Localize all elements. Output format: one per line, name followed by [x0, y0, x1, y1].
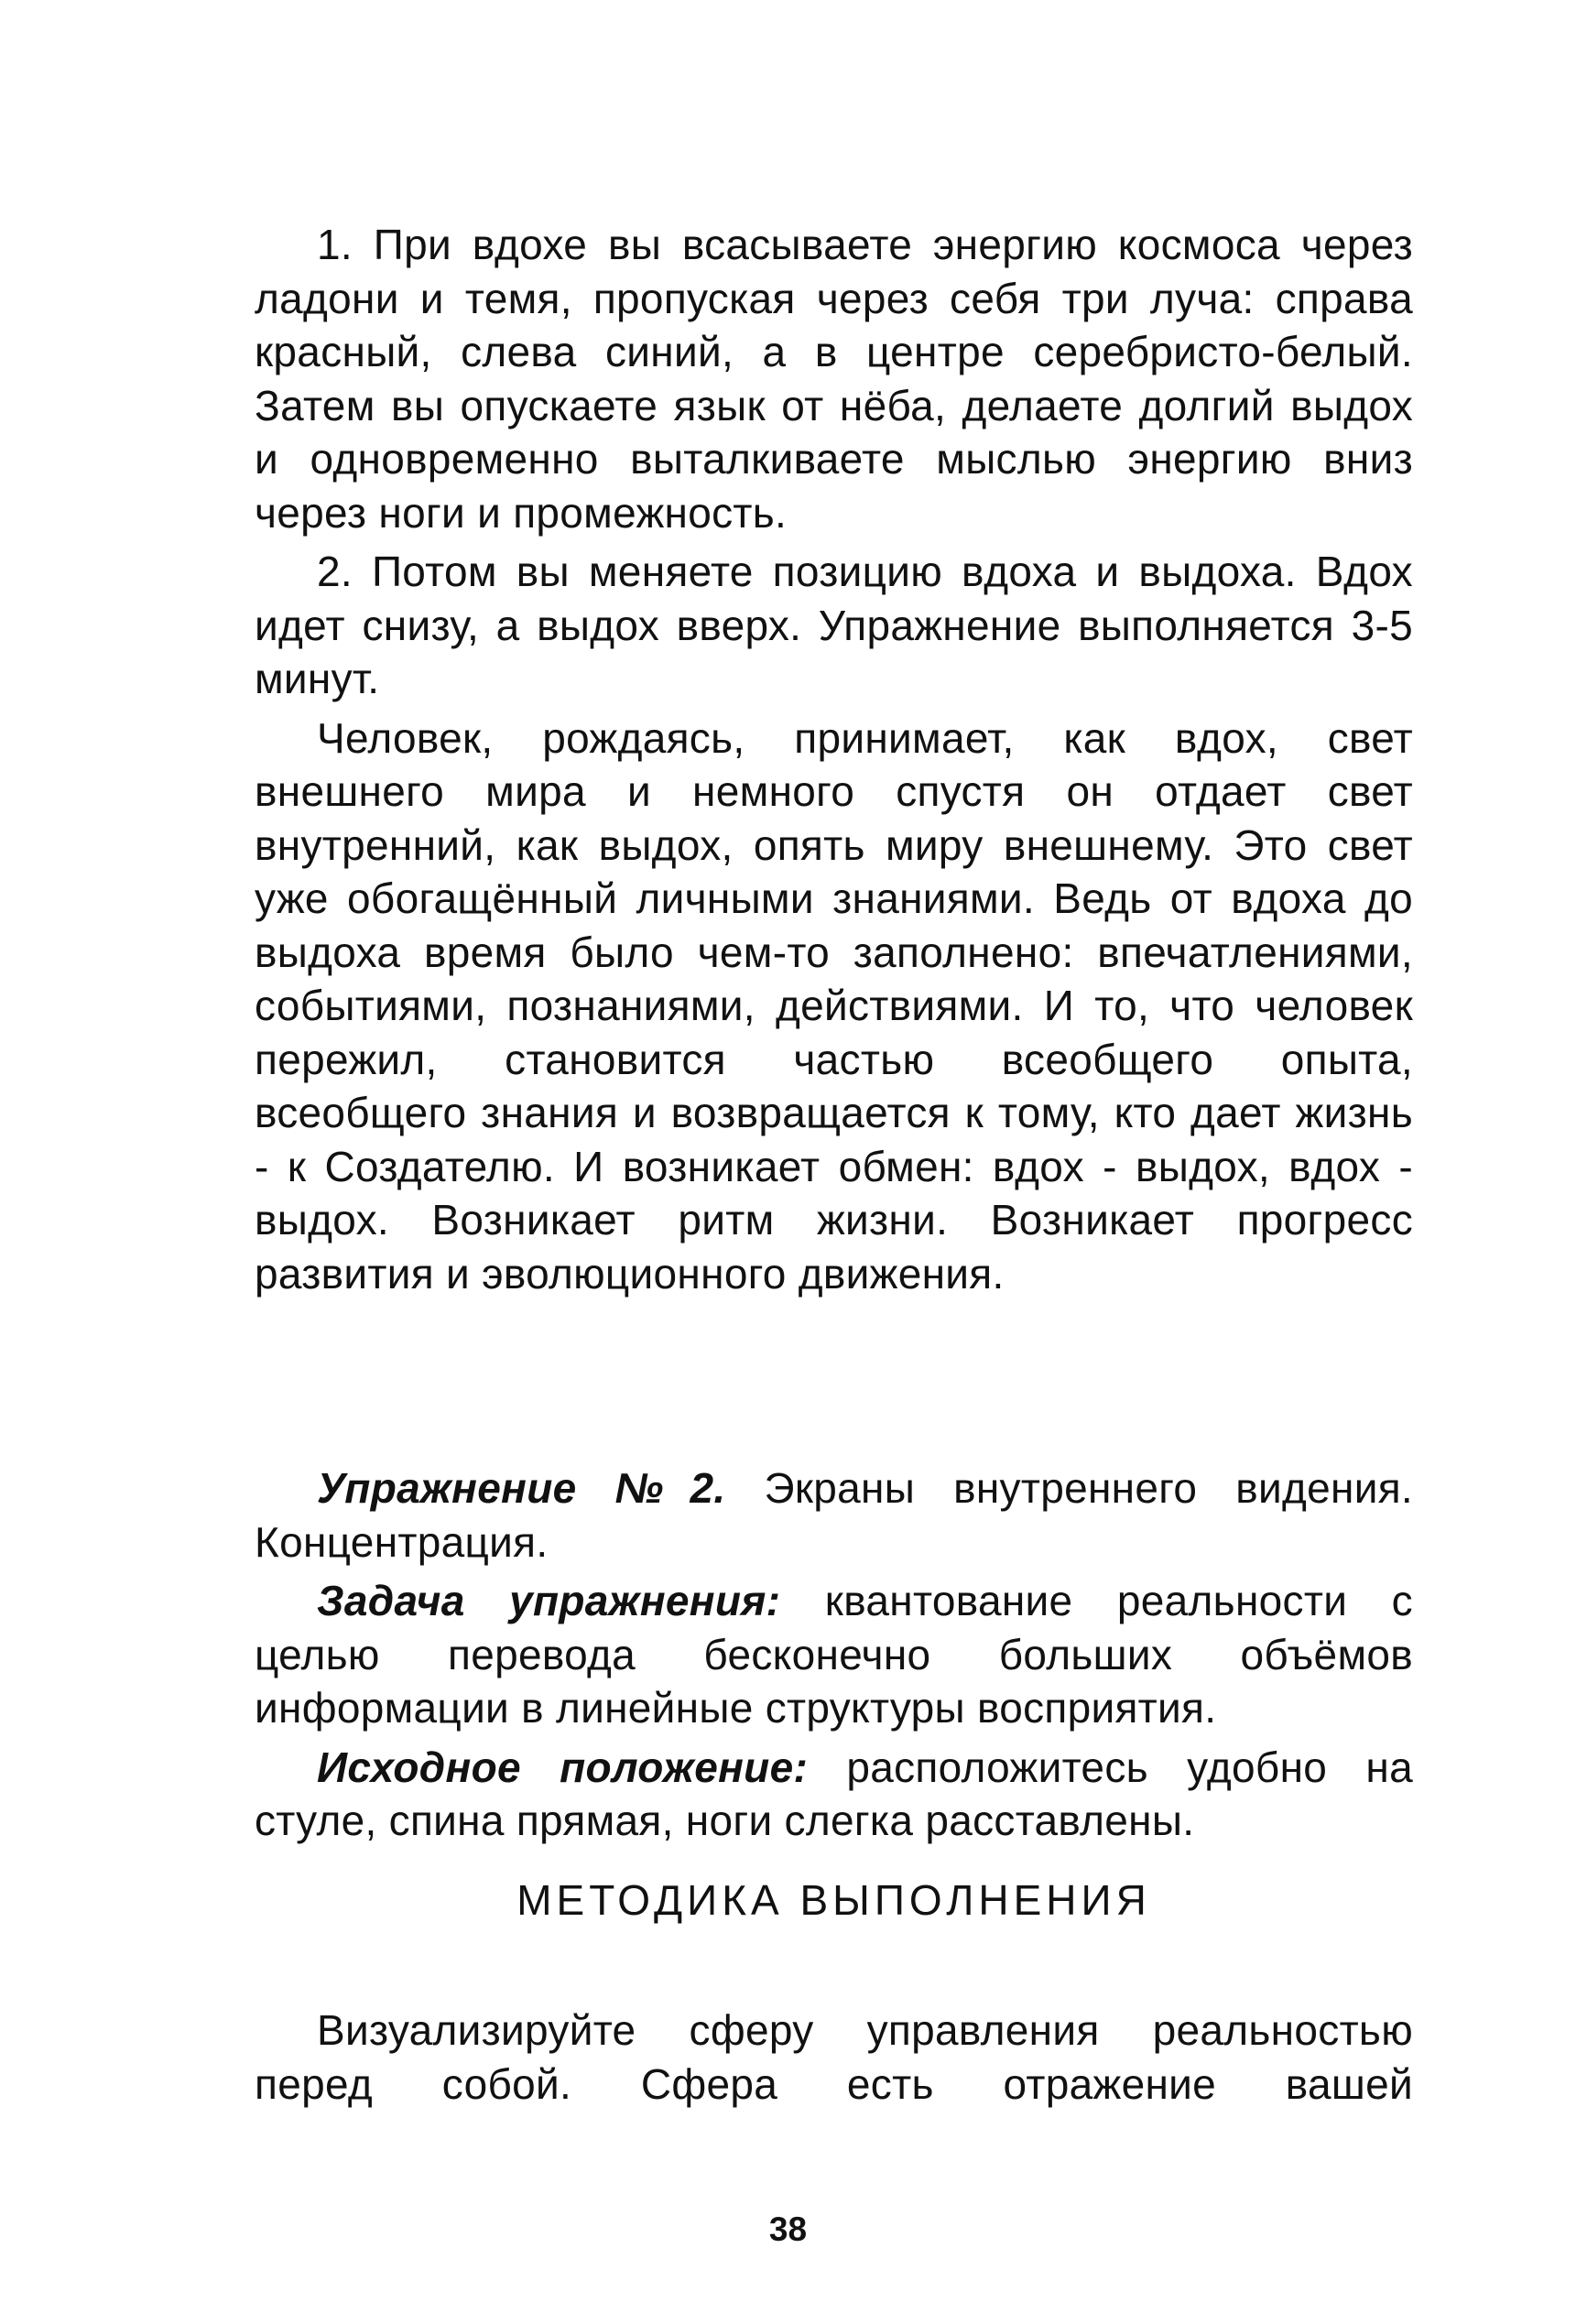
exercise-position-text: расположитесь удобно на стуле, спина прямая, ноги слегка расставлены.	[255, 1743, 1413, 1844]
method-heading: МЕТОДИКА ВЫПОЛНЕНИЯ	[516, 1876, 1151, 1924]
exercise-title-text: Экраны внутреннего видения. Концентрация.	[255, 1464, 1413, 1566]
method-paragraph: Визуализируйте сферу управления реальностью перед собой. Сфера есть отражение вашей	[255, 2006, 1413, 2108]
paragraph-inhale-step-2: 2. Потом вы меняете позицию вдоха и выдоха. Вдох идет снизу, а выдох вверх. Упражнение выполняется 3-5 минут.	[255, 548, 1413, 702]
exercise-task-text: квантование реальности с целью перевода бесконечно больших объёмов информации в линейные структуры восприятия.	[255, 1577, 1413, 1732]
method-block	[255, 2004, 1413, 2111]
paragraph-inhale-step-1: 1. При вдохе вы всасываете энергию космоса через ладони и темя, пропуская через себя три луча: справа красный, слева синий, а в центре серебристо-белый. Затем вы опускаете язык от нёба, делаете долгий выдох и одновременно выталкиваете мыслью энергию вниз через ноги и промежность.	[255, 221, 1413, 537]
paragraph-human-breath: Человек, рождаясь, принимает, как вдох, свет внешнего мира и немного спустя он отдает свет внутренний, как выдох, опять миру внешнему. Это свет уже обогащённый личными знаниями. Ведь от вдоха до выдоха время было чем-то заполнено: впечатлениями, событиями, познаниями, действиями. И то, что человек пережил, становится частью всеобщего опыта, всеобщего знания и возвращается к тому, кто дает жизнь - к Создателю. И возникает обмен: вдох - выдох, вдох - выдох. Возникает ритм жизни. Возникает прогресс развития и эволюционного движения.	[255, 713, 1413, 1298]
exercise-block	[255, 1461, 1413, 1848]
exercise-title-label: Упражнение №2.	[317, 1464, 726, 1512]
exercise-title-paragraph	[255, 1461, 1413, 1569]
top-text-block	[255, 218, 1413, 1300]
exercise-task-paragraph	[255, 1574, 1413, 1735]
exercise-position-label: Исходное положение:	[317, 1743, 809, 1791]
exercise-position-paragraph	[255, 1741, 1413, 1848]
page-number: 38	[768, 2210, 808, 2248]
exercise-task-label: Задача упражнения:	[317, 1577, 781, 1624]
